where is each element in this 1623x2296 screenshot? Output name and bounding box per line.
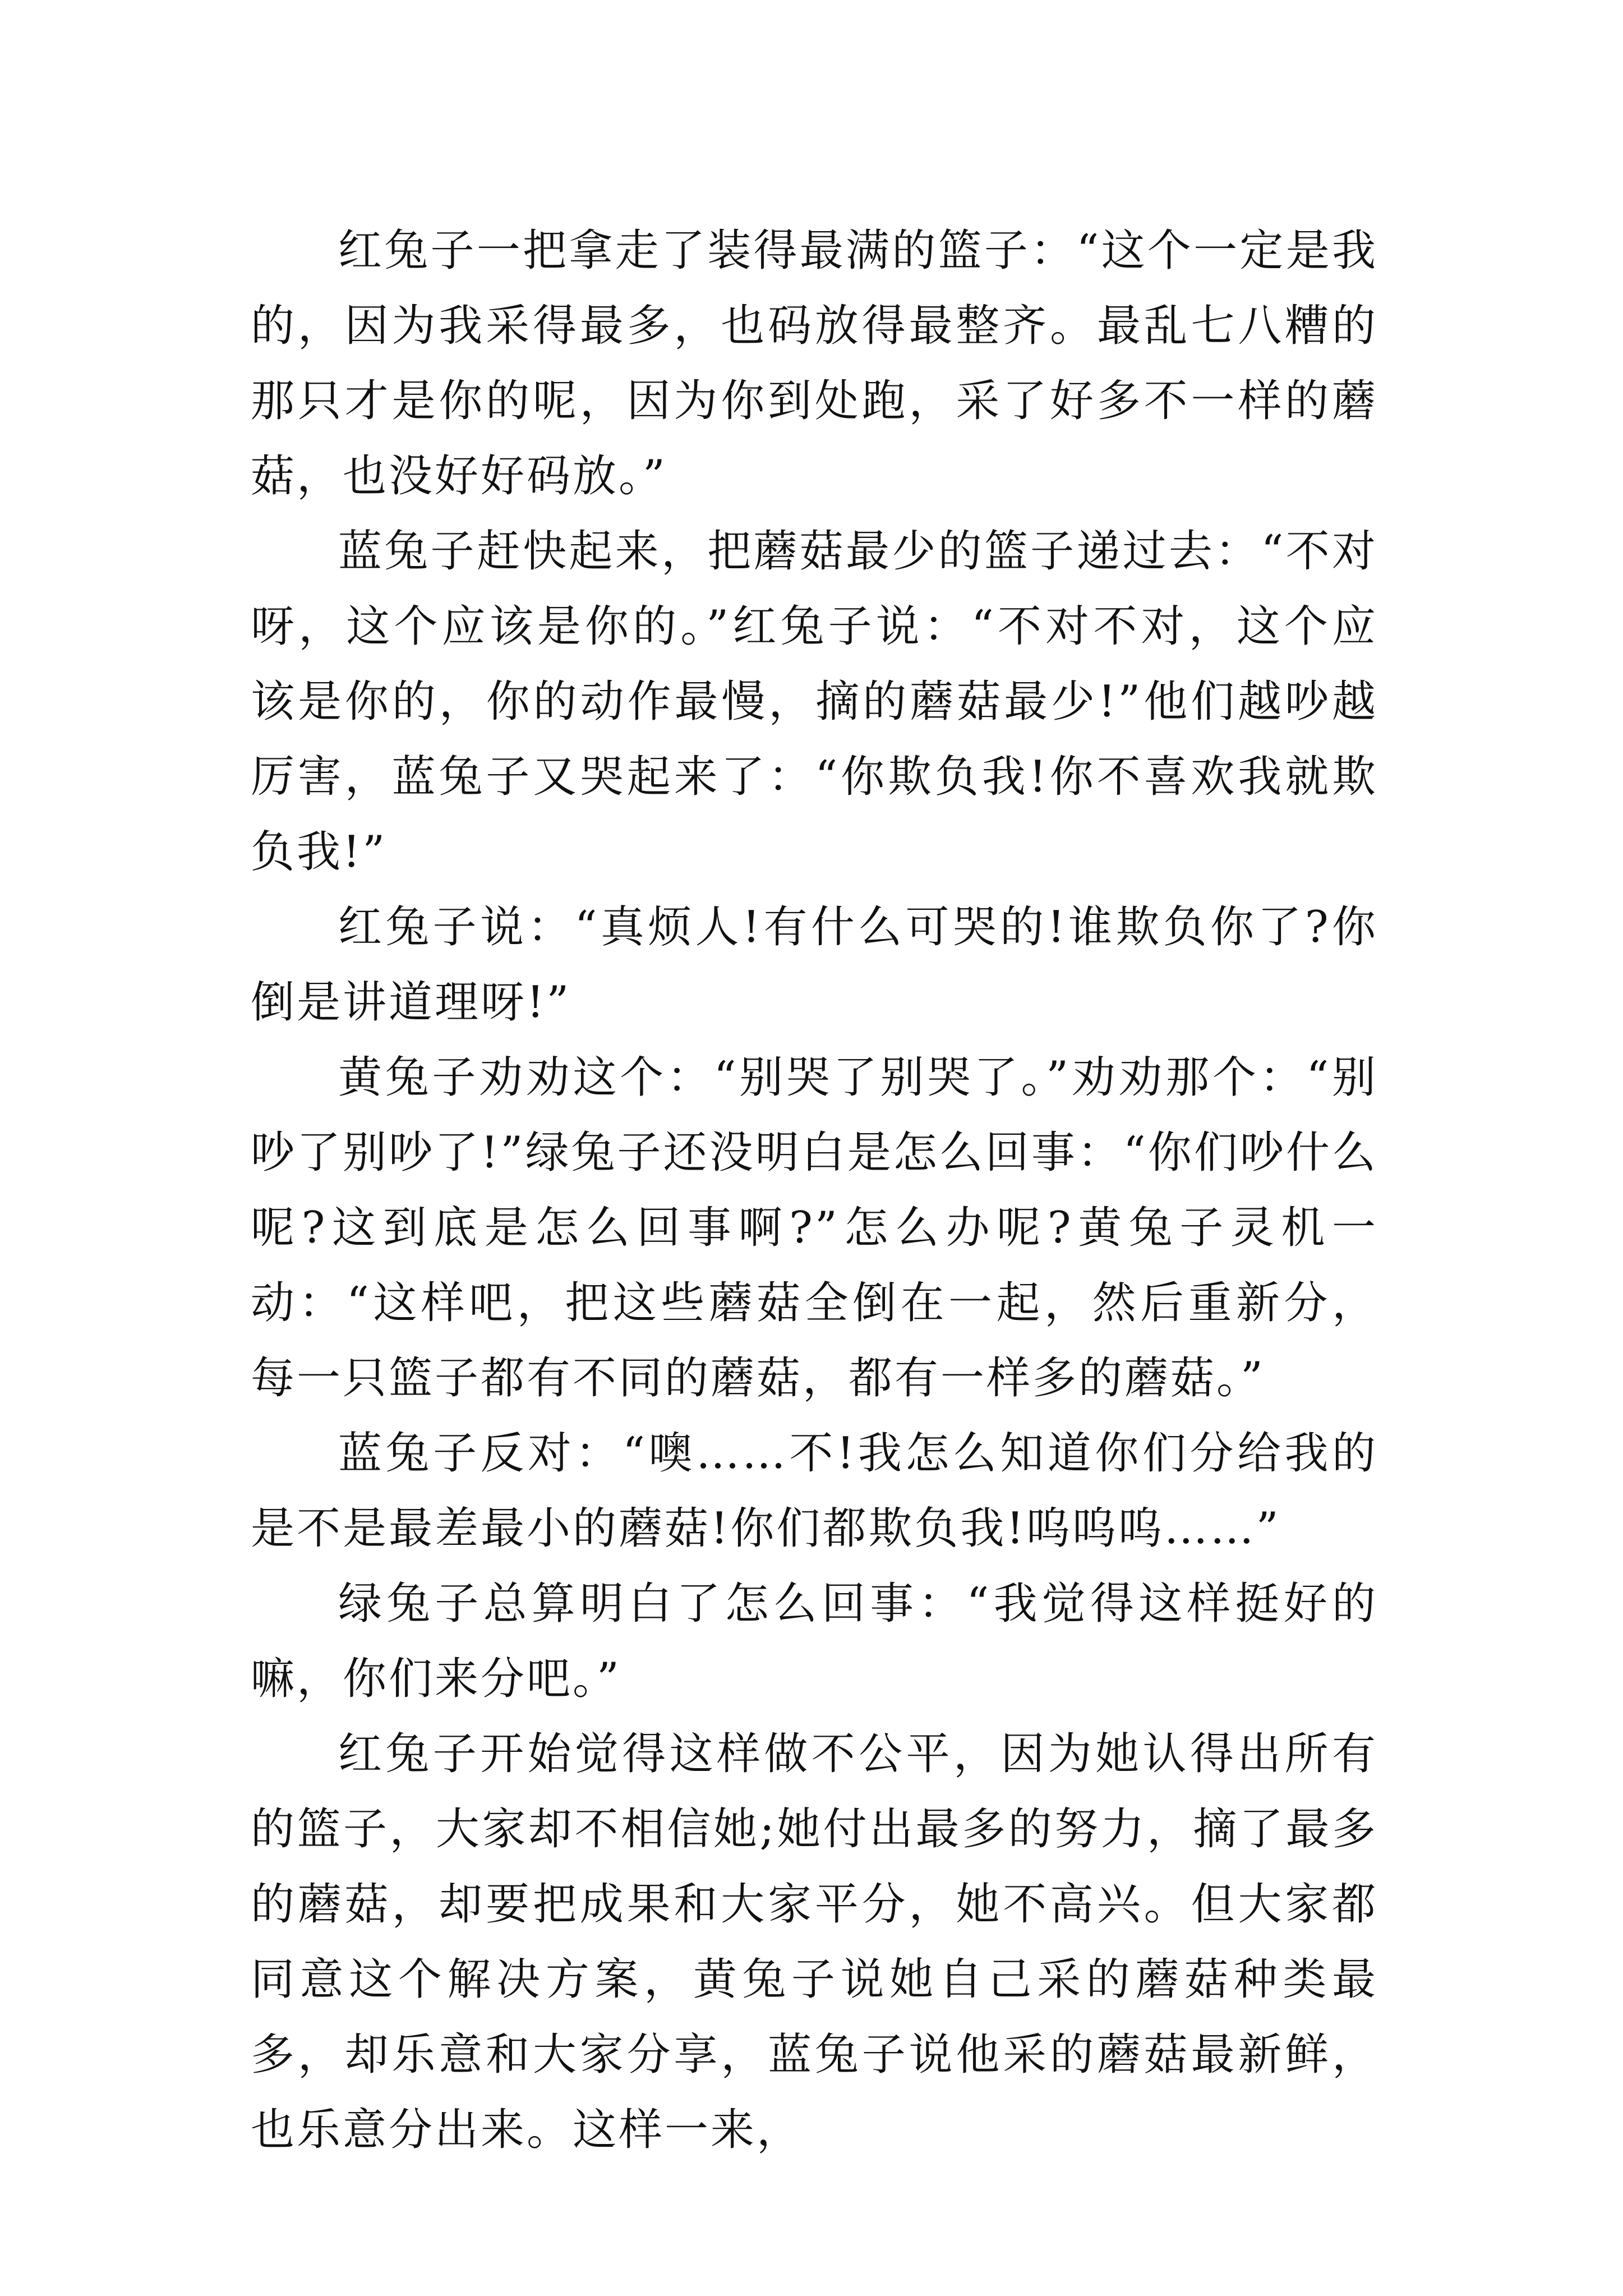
paragraph: 蓝兔子反对：“噢……不!我怎么知道你们分给我的是不是最差最小的蘑菇!你们都欺负我!呜呜呜……” (251, 1428, 1378, 1554)
paragraph: 红兔子一把拿走了装得最满的篮子：“这个一定是我的，因为我采得最多，也码放得最整齐。最乱七八糟的那只才是你的呢，因为你到处跑，采了好多不一样的蘑菇，也没好好码放。” (251, 226, 1378, 501)
paragraph: 红兔子说：“真烦人!有什么可哭的!谁欺负你了?你倒是讲道理呀!” (251, 902, 1378, 1028)
paragraph: 绿兔子总算明白了怎么回事：“我觉得这样挺好的嘛，你们来分吧。” (251, 1579, 1378, 1704)
paragraph: 黄兔子劝劝这个：“别哭了别哭了。”劝劝那个：“别吵了别吵了!”绿兔子还没明白是怎么回事：“你们吵什么呢?这到底是怎么回事啊?”怎么办呢?黄兔子灵机一动：“这样吧，把这些蘑菇全倒在一起，然后重新分，每一只篮子都有不同的蘑菇，都有一样多的蘑菇。” (251, 1052, 1378, 1404)
paragraph: 蓝兔子赶快起来，把蘑菇最少的篮子递过去：“不对呀，这个应该是你的。”红兔子说：“不对不对，这个应该是你的，你的动作最慢，摘的蘑菇最少!”他们越吵越厉害，蓝兔子又哭起来了：“你欺负我!你不喜欢我就欺负我!” (251, 526, 1378, 877)
story-text (251, 213, 1378, 2168)
paragraph: 红兔子开始觉得这样做不公平，因为她认得出所有的篮子，大家却不相信她;她付出最多的努力，摘了最多的蘑菇，却要把成果和大家平分，她不高兴。但大家都同意这个解决方案，黄兔子说她自己采的蘑菇种类最多，却乐意和大家分享，蓝兔子说他采的蘑菇最新鲜，也乐意分出来。这样一来， (251, 1729, 1378, 2155)
